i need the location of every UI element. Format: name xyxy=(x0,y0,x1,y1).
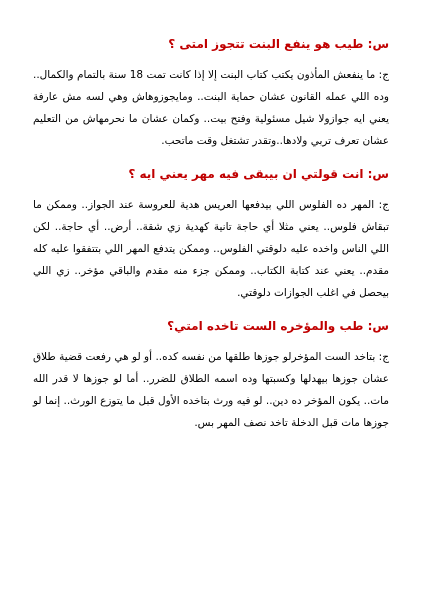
answer-paragraph: ج: بتاخد الست المؤخرلو جوزها طلقها من نفسه كده.. أو لو هي رفعت قضية طلاق عشان جوزها بيهدلها وكسبتها وده اسمه الطلاق للضرر.. أما لو جوزها لا قدر الله مات.. يكون المؤخر ده دين.. لو فيه ورث بتاخده الأول قبل ما يتوزع الورث.. إنما لو جوزها مات قبل الدخلة تاخد نصف المهر بس. xyxy=(33,351,389,429)
question-heading: س: طيب هو ينفع البنت تتجوز امتى ؟ xyxy=(168,37,389,51)
question-heading: س: طب والمؤخره الست تاخده امتي؟ xyxy=(167,319,389,333)
qa-item-dowry xyxy=(33,166,389,304)
qa-item-deferred-dowry xyxy=(33,318,389,434)
question-heading: س: انت قولتي ان بيبقى فيه مهر يعني ايه ؟ xyxy=(128,167,389,181)
qa-item-age xyxy=(33,36,389,152)
answer-paragraph: ج: ما ينفعش المأذون يكتب كتاب البنت إلا إذا كانت تمت 18 سنة بالتمام والكمال.. وده اللي عمله القانون عشان حماية البنت.. ومايجوزوهاش وهي لسه مش عارفة يعني ايه جوازولا شيل مسئولية وفتح بيت.. وكمان عشان ما نحرمهاش من التعليم عشان تعرف تربي ولادها..وتقدر تشتغل وقت ماتحب. xyxy=(33,69,389,147)
answer-paragraph: ج: المهر ده الفلوس اللي بيدفعها العريس هدية للعروسة عند الجواز.. وممكن ما تبقاش فلوس.. يعني مثلا أي حاجة تانية كهدية زي شقة.. أرض.. أي حاجة.. لكن اللي الناس واخده عليه دلوقتي الفلوس.. وممكن يتدفع المهر اللي بتتفقوا عليه كله مقدم.. يعني عند كتابة الكتاب.. وممكن جزء منه مقدم والباقي مؤخر.. زي اللي بيحصل في اغلب الجوازات دلوقتي. xyxy=(33,199,389,299)
